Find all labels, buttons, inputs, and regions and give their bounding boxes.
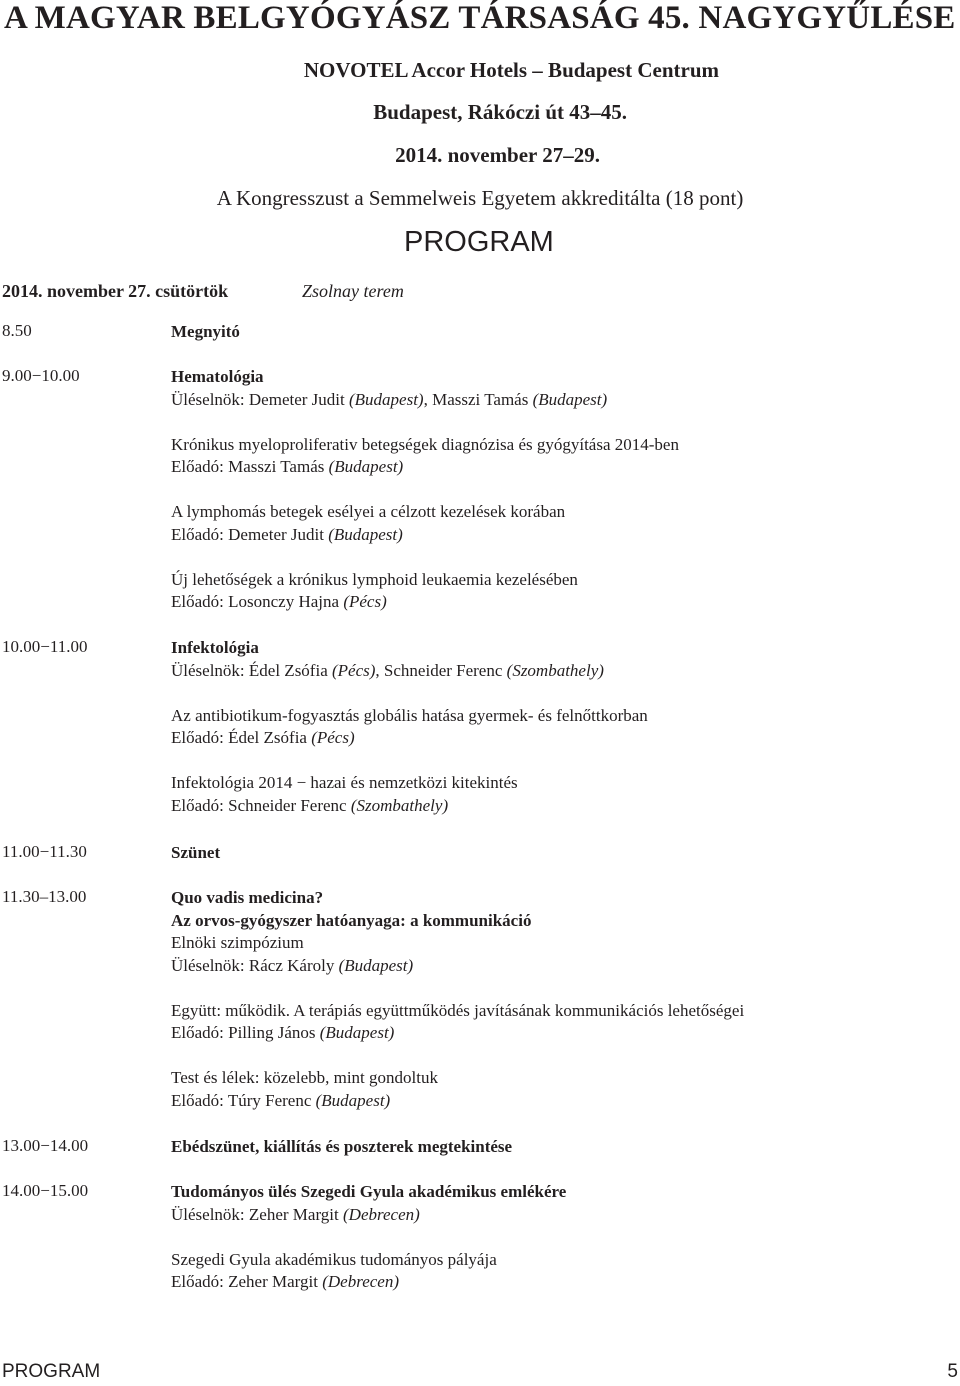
location-label: (Pécs) [311,728,355,747]
location-label: (Budapest) [532,389,608,409]
speaker-line [171,795,648,818]
location-label: (Budapest) [328,524,403,544]
location-label: (Budapest) [338,955,414,975]
person-label: Előadó: Pilling János [171,1023,320,1042]
session-title: Quo vadis medicina? [171,888,324,907]
footer-label: PROGRAM [2,1361,101,1382]
speaker-line [171,727,648,750]
person-label: Előadó: Zeher Margit [171,1272,323,1291]
location-label: (Budapest) [328,457,404,476]
location-label: (Budapest) [319,1023,395,1042]
session-block [171,637,648,817]
speaker-line [171,955,744,978]
session-title: Infektológia [171,638,259,657]
session-time: 10.00−11.00 [2,637,88,656]
spacer [171,750,648,773]
address-line: Budapest, Rákóczi út 43–45. [373,100,627,124]
session-title: Tudományos ülés Szegedi Gyula akadémikus emlékére [171,1182,567,1201]
talk-title: Új lehetőségek a krónikus lymphoid leukaemia kezelésében [171,569,578,589]
session-block [171,1136,512,1159]
session-time: 9.00−10.00 [2,366,80,385]
spacer [171,682,648,705]
session-time: 11.00−11.30 [2,842,87,861]
speaker-line [171,456,679,479]
person-label: , Schneider Ferenc [375,660,507,680]
speaker-line [171,660,648,683]
person-label: Előadó: Túry Ferenc [171,1090,316,1110]
session-time: 14.00−15.00 [2,1181,89,1200]
person-label: Előadó: Demeter Judit [171,524,329,544]
speaker-line [171,524,679,547]
venue-line: NOVOTEL Accor Hotels – Budapest Centrum [303,58,719,82]
speaker-line [171,1022,744,1045]
person-label: , Masszi Tamás [423,389,533,409]
session-title: Megnyitó [171,322,240,341]
talk-title: Krónikus myeloproliferativ betegségek diagnózisa és gyógyítása 2014-ben [171,434,679,454]
person-label: Előadó: Édel Zsófia [171,728,312,747]
person-label: Üléselnök: Édel Zsófia [171,660,332,680]
accreditation-line: A Kongresszust a Semmelweis Egyetem akkreditálta (18 pont) [216,186,744,210]
talk-title: Szegedi Gyula akadémikus tudományos pályája [171,1249,497,1269]
location-label: (Pécs) [343,592,387,611]
day-heading: 2014. november 27. csütörtök [2,281,229,301]
talk-title: Infektológia 2014 − hazai és nemzetközi kitekintés [171,773,518,792]
session-title: Az orvos-gyógyszer hatóanyaga: a kommunikáció [171,910,532,930]
dates-line: 2014. november 27–29. [395,143,600,167]
spacer [171,546,679,569]
speaker-line [171,1271,566,1294]
session-time: 11.30–13.00 [2,887,87,906]
session-block [171,1181,566,1294]
talk-title: A lymphomás betegek esélyei a célzott kezelések korában [171,502,566,521]
session-time: 13.00−14.00 [2,1136,89,1155]
session-title: Szünet [171,843,221,862]
spacer [171,1045,744,1068]
session-block [171,321,240,344]
person-label: Üléselnök: Rácz Károly [171,955,339,975]
page-number: 5 [947,1361,958,1382]
session-block [171,842,220,865]
spacer [171,479,679,502]
person-label: Üléselnök: Zeher Margit [171,1204,344,1224]
speaker-line [171,389,679,412]
person-label: Előadó: Losonczy Hajna [171,592,344,611]
location-label: (Debrecen) [343,1204,420,1224]
person-label: Előadó: Schneider Ferenc [171,795,351,815]
speaker-line [171,1090,744,1113]
session-title: Hematológia [171,367,264,386]
speaker-line [171,591,679,614]
location-label: (Debrecen) [322,1272,399,1291]
location-label: (Budapest) [315,1090,391,1110]
talk-title: Együtt: működik. A terápiás együttműködés javításának kommunikációs lehetőségei [171,1000,745,1020]
page-title: A MAGYAR BELGYÓGYÁSZ TÁRSASÁG 45. NAGYGYŰLÉSE [4,0,956,36]
talk-title: Az antibiotikum-fogyasztás globális hatása gyermek- és felnőttkorban [171,705,648,725]
talk-title: Elnöki szimpózium [171,933,304,952]
location-label: (Szombathely) [350,795,449,815]
spacer [171,411,679,434]
location-label: (Pécs) [332,660,376,680]
person-label: Előadó: Masszi Tamás [171,457,329,476]
speaker-line [171,1204,566,1227]
location-label: (Szombathely) [506,660,604,680]
spacer [171,977,744,1000]
spacer [171,1226,566,1249]
program-heading: PROGRAM [404,226,554,258]
session-time: 8.50 [2,321,32,340]
person-label: Üléselnök: Demeter Judit [171,389,349,409]
room-label: Zsolnay terem [302,281,404,301]
session-title: Ebédszünet, kiállítás és poszterek megtekintése [171,1137,513,1156]
location-label: (Budapest) [349,389,424,409]
talk-title: Test és lélek: közelebb, mint gondoltuk [171,1068,438,1087]
session-block [171,366,679,614]
session-block [171,887,744,1112]
